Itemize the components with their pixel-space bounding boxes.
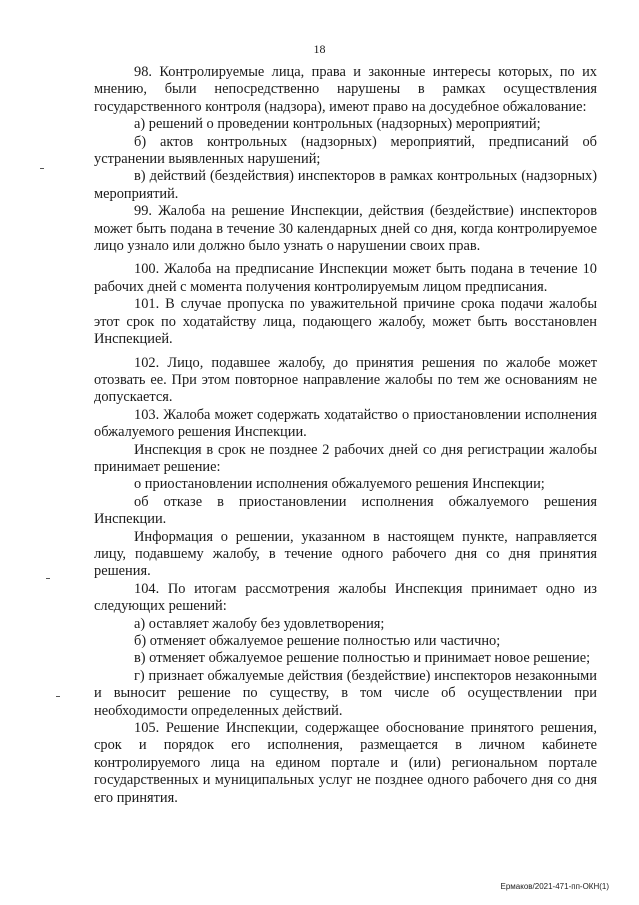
list-item-98b: б) актов контрольных (надзорных) мероприятий, предписаний об устранении выявленных нарушений; (94, 133, 597, 168)
scan-mark (40, 168, 44, 169)
document-code: Ермаков/2021-471-пп-ОКН(1) (500, 882, 609, 891)
scan-mark (56, 696, 60, 697)
list-item-suspend: о приостановлении исполнения обжалуемого решения Инспекции; (134, 476, 545, 493)
paragraph-102: 102. Лицо, подавшее жалобу, до принятия решения по жалобе может отозвать ее. При этом повторное направление жалобы по тем же основаниям не допускается. (94, 354, 597, 406)
paragraph-103-info: Информация о решении, указанном в настоящем пункте, направляется лицу, подавшему жалобу, в течение одного рабочего дня со дня принятия решения. (94, 528, 597, 580)
list-item-104d: г) признает обжалуемые действия (бездействие) инспекторов незаконными и выносит решение по существу, в том числе об осуществлении при необходимости определенных действий. (94, 667, 597, 719)
scan-mark (46, 578, 50, 579)
paragraph-105: 105. Решение Инспекции, содержащее обоснование принятого решения, срок и порядок его исполнения, размещается в личном кабинете контролируемого лица на едином портале и (или) региональном портале государственных и муниципальных услуг не позднее одного рабочего дня со дня его принятия. (94, 720, 597, 806)
paragraph-104: 104. По итогам рассмотрения жалобы Инспекция принимает одно из следующих решений: (94, 580, 597, 615)
list-item-104c: в) отменяет обжалуемое решение полностью и принимает новое решение; (134, 650, 591, 667)
paragraph-100: 100. Жалоба на предписание Инспекции может быть подана в течение 10 рабочих дней с момента получения контролируемым лицом предписания. (94, 261, 597, 295)
page-number: 18 (313, 42, 326, 56)
paragraph-98: 98. Контролируемые лица, права и законные интересы которых, по их мнению, были непосредственно нарушены в рамках осуществления государственного контроля (надзора), имеют право на досудебное обжалование: (94, 64, 597, 115)
paragraph-99: 99. Жалоба на решение Инспекции, действия (бездействие) инспекторов может быть подана в течение 30 календарных дней со дня, когда контролируемое лицо узнало или должно было узнать о нарушении своих прав. (94, 203, 597, 255)
document-body (94, 64, 597, 807)
list-item-104b: б) отменяет обжалуемое решение полностью или частично; (134, 633, 501, 649)
list-item-98c: в) действий (бездействия) инспекторов в рамках контрольных (надзорных) мероприятий. (94, 168, 597, 202)
list-item-refuse: об отказе в приостановлении исполнения обжалуемого решения Инспекции. (94, 493, 597, 528)
list-item-98a: а) решений о проведении контрольных (надзорных) мероприятий; (134, 116, 541, 133)
paragraph-103-decision: Инспекция в срок не позднее 2 рабочих дней со дня регистрации жалобы принимает решение: (94, 441, 597, 475)
paragraph-101: 101. В случае пропуска по уважительной причине срока подачи жалобы этот срок по ходатайству лица, подающего жалобу, может быть восстановлен Инспекцией. (94, 296, 597, 348)
list-item-104a: а) оставляет жалобу без удовлетворения; (134, 615, 385, 632)
paragraph-103: 103. Жалоба может содержать ходатайство о приостановлении исполнения обжалуемого решения Инспекции. (94, 406, 597, 441)
